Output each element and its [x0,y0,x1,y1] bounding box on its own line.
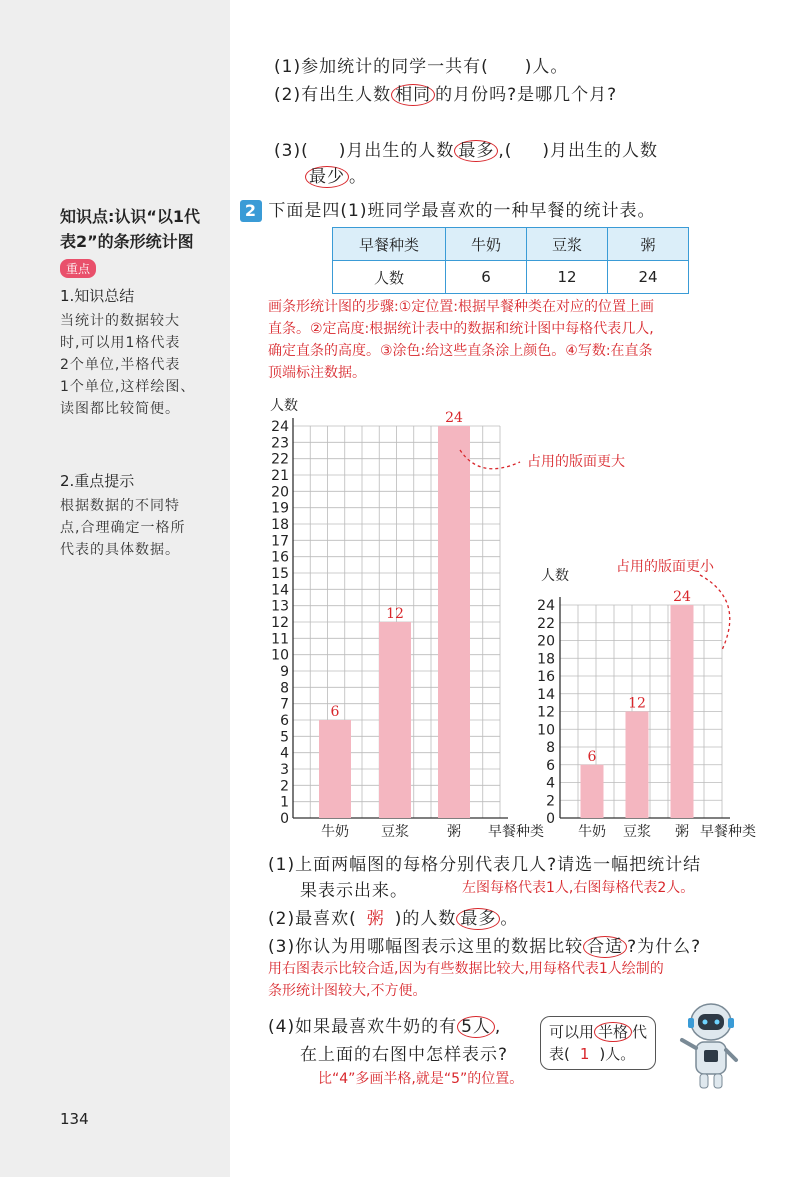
top-question-3-cont: 最少 。 [305,162,367,187]
top-question-1: (1)参加统计的同学一共有( )人。 [274,57,569,77]
bottom-question-4: (4)如果最喜欢牛奶的有 5人 , [268,1017,502,1037]
y-tick-label: 14 [271,582,289,599]
y-tick-label: 13 [271,598,289,615]
note-right-arrow [700,575,730,650]
section1-text: 当统计的数据较大 时,可以用1格代表 2个单位,半格代表 1个单位,这样绘图、 读图都比较简便。 [60,313,196,417]
bar-value-label: 12 [386,606,404,622]
bottom-question-2: (2)最喜欢( 粥 )的人数 最多 。 [268,909,519,929]
y-tick-label: 20 [537,633,555,650]
y-tick-label: 21 [271,468,289,484]
y-tick-label: 20 [271,484,289,501]
hint-bubble: 可以用 半格 代 表( 1 )人。 [540,1016,656,1070]
bar-value-label: 6 [330,704,340,720]
y-tick-label: 10 [271,647,289,664]
bottom-question-4-cont: 在上面的右图中怎样表示? [300,1045,509,1065]
y-tick-label: 18 [537,651,555,668]
y-tick-label: 9 [280,664,289,680]
y-tick-label: 15 [271,566,289,582]
y-tick-label: 12 [537,704,555,721]
circled-same: 相同 [391,84,435,106]
y-tick-label: 8 [280,680,289,697]
answer-porridge: 粥 [366,909,385,929]
y-tick-label: 17 [271,533,289,550]
category-label: 牛奶 [321,824,349,840]
y-tick-label: 2 [546,793,555,810]
bottom-answer-3: 用右图表示比较合适,因为有些数据比较大,用每格代表1人绘制的 条形统计图较大,不方便。 [268,961,664,999]
bar-value-label: 6 [587,748,597,765]
table-cell: 早餐种类 [333,228,446,261]
table-cell: 6 [446,261,527,294]
y-tick-label: 18 [271,517,289,533]
y-tick-label: 23 [271,435,289,452]
y-tick-label: 11 [271,631,289,648]
y-tick-label: 7 [280,696,289,713]
category-label: 豆浆 [381,824,409,840]
top-question-2: (2)有出生人数 相同 的月份吗?是哪几个月? [274,85,618,105]
sidebar-title-line1: 知识点:认识“以1代 [60,207,201,226]
bar [671,605,694,818]
table-cell: 人数 [333,261,446,294]
bar [438,426,470,818]
x-axis-label: 早餐种类 [700,824,756,840]
bar [319,720,351,818]
y-tick-label: 4 [546,775,555,792]
y-tick-label: 10 [537,722,555,739]
bar [581,765,604,818]
y-tick-label: 1 [280,794,289,811]
y-tick-label: 0 [280,811,289,827]
bottom-question-1: (1)上面两幅图的每格分别代表几人?请选一幅把统计结 [268,855,702,875]
category-label: 粥 [675,824,689,840]
table-cell: 24 [608,261,689,294]
y-tick-label: 3 [280,762,289,778]
y-tick-label: 2 [280,778,289,795]
page-number: 134 [60,1110,89,1128]
x-axis-label: 早餐种类 [488,824,544,840]
bar [626,712,649,819]
category-label: 豆浆 [623,824,651,840]
category-label: 粥 [447,824,461,840]
bottom-question-1-cont: 果表示出来。 [300,881,408,901]
section2-text: 根据数据的不同特 点,合理确定一格所 代表的具体数据。 [60,498,186,558]
table-cell: 牛奶 [446,228,527,261]
y-axis-label: 人数 [541,568,569,584]
y-tick-label: 19 [271,500,289,517]
y-tick-label: 6 [546,757,555,774]
y-tick-label: 16 [271,549,289,566]
y-tick-label: 14 [537,686,555,703]
table-cell: 12 [527,261,608,294]
circled-most: 最多 [456,908,500,930]
y-tick-label: 22 [271,451,289,468]
note-right: 占用的版面更小 [616,559,714,575]
y-tick-label: 12 [271,615,289,631]
y-tick-label: 8 [546,740,555,756]
circled-5-people: 5人 [457,1016,495,1038]
top-question-3: (3)( )月出生的人数 最多 ,( )月出生的人数 [274,141,659,161]
bar-value-label: 12 [628,695,646,712]
circled-least: 最少 [305,166,349,188]
y-axis-label: 人数 [270,398,298,414]
problem2-heading: 2 下面是四(1)班同学最喜欢的一种早餐的统计表。 [240,196,656,222]
problem-number-badge: 2 [240,200,262,222]
y-tick-label: 0 [546,811,555,827]
bottom-answer-1: 左图每格代表1人,右图每格代表2人。 [462,880,695,896]
y-tick-label: 24 [271,419,289,435]
robot-mascot-icon [676,1000,746,1095]
bar-value-label: 24 [445,410,463,426]
y-tick-label: 6 [280,713,289,729]
bottom-question-3: (3)你认为用哪幅图表示这里的数据比较 合适 ?为什么? [268,937,702,957]
circled-half-grid: 半格 [594,1022,632,1042]
y-tick-label: 4 [280,745,289,762]
bar-value-label: 24 [673,589,691,605]
table-cell: 豆浆 [527,228,608,261]
note-left: 占用的版面更大 [527,454,625,470]
section2-title: 2.重点提示 [60,472,135,490]
circled-most: 最多 [454,140,498,162]
bar [379,622,411,818]
y-tick-label: 5 [280,729,289,746]
circled-suitable: 合适 [583,936,627,958]
category-label: 牛奶 [578,824,606,840]
sidebar-title-line2: 表2”的条形统计图 [60,232,194,251]
y-tick-label: 24 [537,598,555,614]
section1-title: 1.知识总结 [60,287,135,305]
key-point-badge: 重点 [60,259,96,278]
y-tick-label: 22 [537,615,555,632]
y-tick-label: 16 [537,669,555,685]
left-bar-chart [270,397,544,840]
drawing-steps: 画条形统计图的步骤:①定位置:根据早餐种类在对应的位置上画 直条。②定高度:根据统计表中的数据和统计图中每格代表几人, 确定直条的高度。③涂色:给这些直条涂上颜色。④写数:在直条 顶端标注数据。 [268,299,654,381]
table-cell: 粥 [608,228,689,261]
right-bar-chart [537,567,756,840]
bottom-answer-4: 比“4”多画半格,就是“5”的位置。 [318,1071,524,1087]
